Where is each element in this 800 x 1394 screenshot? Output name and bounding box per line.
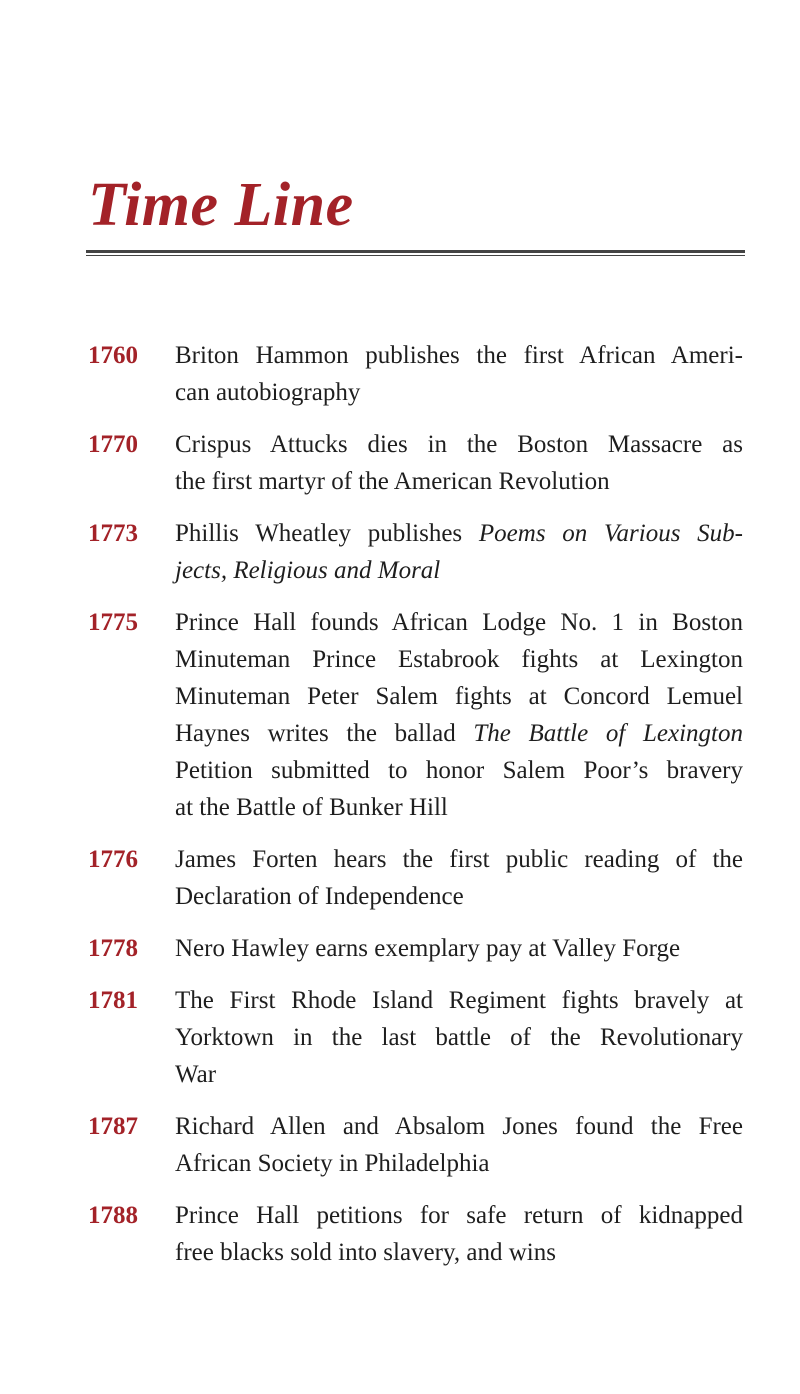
- book-title-text: jects, Religious and Moral: [175, 557, 441, 584]
- timeline-description-line: [175, 463, 743, 500]
- timeline-entry-1781: [88, 982, 743, 1093]
- description-text: James Forten hears the first public reading of the: [175, 846, 743, 873]
- timeline-entry-1775: [88, 604, 743, 826]
- description-text: Crispus Attucks dies in the Boston Massacre as: [175, 431, 743, 458]
- timeline-description: [175, 515, 743, 589]
- description-text: The First Rhode Island Regiment fights bravely at: [175, 987, 743, 1014]
- description-text: Minuteman Peter Salem fights at Concord Lemuel: [175, 683, 743, 710]
- timeline-description: [175, 930, 743, 967]
- description-text: Richard Allen and Absalom Jones found the Free: [175, 1113, 743, 1140]
- timeline-year: 1788: [88, 1202, 138, 1229]
- description-text: Petition submitted to honor Salem Poor’s bravery: [175, 757, 743, 784]
- timeline-entry-1788: [88, 1197, 743, 1271]
- timeline-year: 1773: [88, 520, 138, 547]
- timeline-description-line: [175, 715, 743, 752]
- description-text: at the Battle of Bunker Hill: [175, 794, 448, 821]
- page-title: Time Line: [88, 171, 354, 239]
- description-text: Prince Hall petitions for safe return of kidnapped: [175, 1202, 743, 1229]
- timeline-description-line: [175, 878, 743, 915]
- description-text: can autobiography: [175, 379, 361, 406]
- timeline-list: [88, 337, 743, 1286]
- timeline-year: 1770: [88, 431, 138, 458]
- description-text: Prince Hall founds African Lodge No. 1 in Boston: [175, 609, 743, 636]
- timeline-description-line: [175, 515, 743, 552]
- timeline-description: [175, 337, 743, 411]
- timeline-year: 1778: [88, 935, 138, 962]
- timeline-description: [175, 982, 743, 1093]
- timeline-entry-1776: [88, 841, 743, 915]
- timeline-year: 1775: [88, 609, 138, 636]
- timeline-description: [175, 841, 743, 915]
- timeline-description-line: [175, 552, 743, 589]
- timeline-entry-1787: [88, 1108, 743, 1182]
- timeline-description-line: [175, 752, 743, 789]
- description-text: Minuteman Prince Estabrook fights at Lexington: [175, 646, 743, 673]
- description-text: Phillis Wheatley publishes: [175, 520, 479, 547]
- timeline-description: [175, 426, 743, 500]
- description-text: Briton Hammon publishes the first African Ameri-: [175, 342, 743, 369]
- description-text: the first martyr of the American Revolution: [175, 468, 610, 495]
- timeline-description-line: [175, 1197, 743, 1234]
- timeline-description-line: [175, 641, 743, 678]
- book-title-text: The Battle of Lexington: [473, 720, 743, 747]
- description-text: Haynes writes the ballad: [175, 720, 474, 747]
- description-text: African Society in Philadelphia: [175, 1150, 490, 1177]
- timeline-description-line: [175, 1108, 743, 1145]
- timeline-description-line: [175, 982, 743, 1019]
- timeline-description-line: [175, 337, 743, 374]
- timeline-description-line: [175, 1145, 743, 1182]
- timeline-description-line: [175, 1056, 743, 1093]
- timeline-description-line: [175, 426, 743, 463]
- timeline-description: [175, 1108, 743, 1182]
- timeline-entry-1773: [88, 515, 743, 589]
- timeline-entry-1770: [88, 426, 743, 500]
- timeline-description-line: [175, 789, 743, 826]
- timeline-description-line: [175, 841, 743, 878]
- timeline-description-line: [175, 930, 743, 967]
- description-text: Yorktown in the last battle of the Revolutionary: [175, 1024, 743, 1051]
- timeline-description: [175, 1197, 743, 1271]
- timeline-entry-1760: [88, 337, 743, 411]
- description-text: War: [175, 1061, 217, 1088]
- timeline-year: 1760: [88, 342, 138, 369]
- timeline-description-line: [175, 1234, 743, 1271]
- timeline-entry-1778: [88, 930, 743, 967]
- timeline-year: 1776: [88, 846, 138, 873]
- timeline-description: [175, 604, 743, 826]
- timeline-page: [88, 0, 743, 1394]
- title-rule: [86, 250, 745, 256]
- timeline-description-line: [175, 1019, 743, 1056]
- book-title-text: Poems on Various Sub-: [478, 520, 743, 547]
- description-text: free blacks sold into slavery, and wins: [175, 1239, 556, 1266]
- timeline-description-line: [175, 678, 743, 715]
- description-text: Declaration of Independence: [175, 883, 464, 910]
- timeline-description-line: [175, 604, 743, 641]
- timeline-description-line: [175, 374, 743, 411]
- timeline-year: 1787: [88, 1113, 138, 1140]
- timeline-year: 1781: [88, 987, 138, 1014]
- description-text: Nero Hawley earns exemplary pay at Valley Forge: [175, 935, 681, 962]
